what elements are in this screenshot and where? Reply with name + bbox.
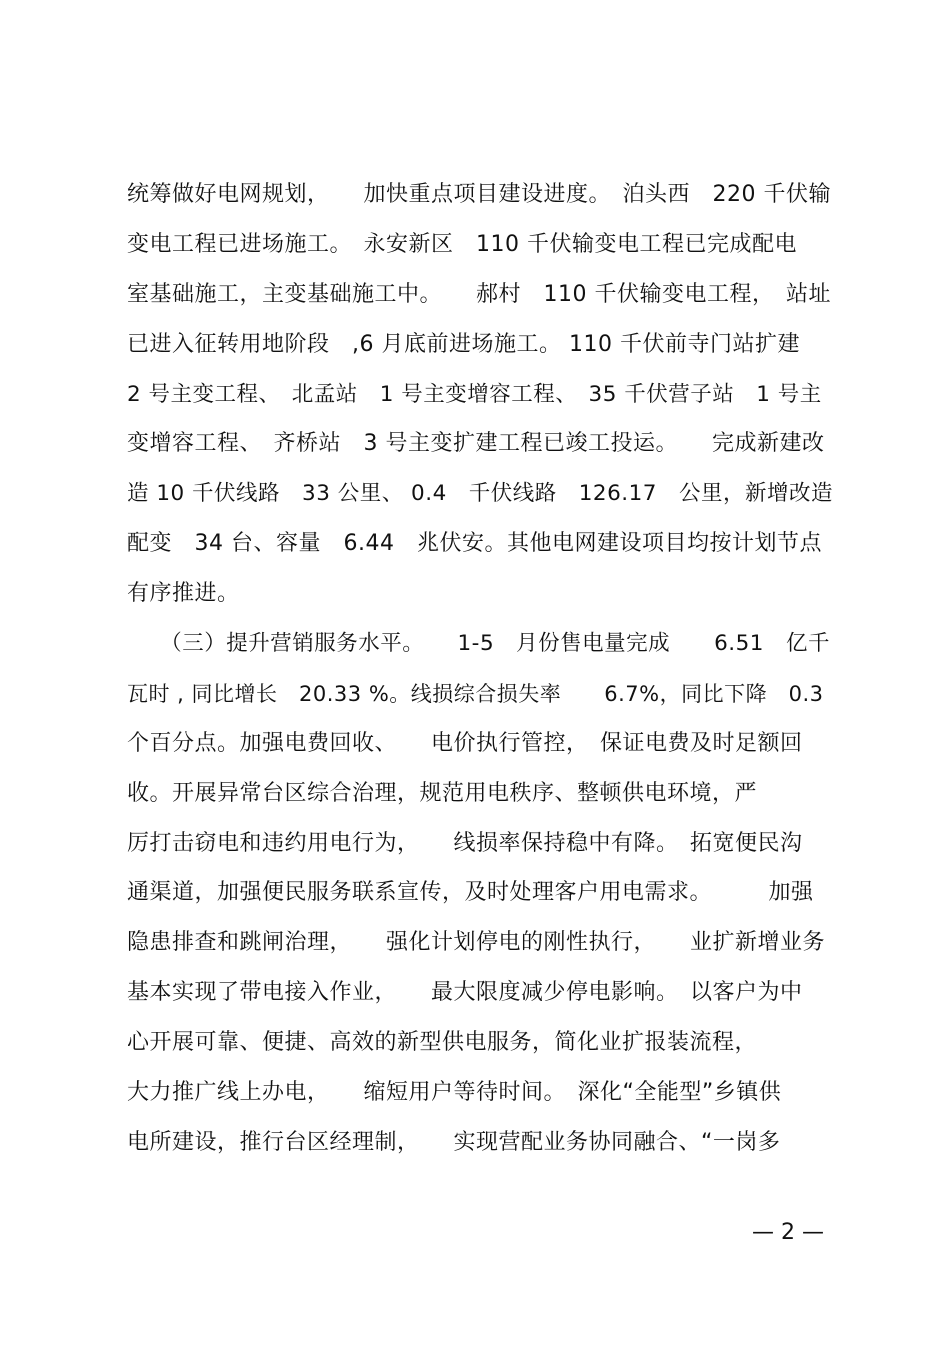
text-line: 个百分点。加强电费回收、 电价执行管控， 保证电费及时足额回 <box>127 731 803 756</box>
text-line: 2 号主变工程、 北孟站 1 号主变增容工程、 35 千伏营子站 1 号主 <box>127 382 822 407</box>
text-line: 收。开展异常台区综合治理，规范用电秩序、整顿供电环境，严 <box>127 781 758 806</box>
text-line: 变增容工程、 齐桥站 3 号主变扩建工程已竣工投运。 完成新建改 <box>127 431 825 456</box>
text-line: 隐患排查和跳闸治理， 强化计划停电的刚性执行， 业扩新增业务 <box>127 930 826 955</box>
text-line: 心开展可靠、便捷、高效的新型供电服务，简化业扩报装流程， <box>127 1030 758 1055</box>
text-line: 室基础施工，主变基础施工中。 郝村 110 千伏输变电工程， 站址 <box>127 282 831 307</box>
text-line: 厉打击窃电和违约用电行为， 线损率保持稳中有降。 拓宽便民沟 <box>127 831 803 856</box>
text-line: 大力推广线上办电， 缩短用户等待时间。 深化“全能型”乡镇供 <box>127 1080 782 1105</box>
text-line: 有序推进。 <box>127 581 240 606</box>
text-line: 瓦时 , 同比增长 20.33 %。线损综合损失率 6.7%，同比下降 0.3 <box>127 682 824 706</box>
text-line: 变电工程已进场施工。 永安新区 110 千伏输变电工程已完成配电 <box>127 232 797 257</box>
text-line: 已进入征转用地阶段 ,6 月底前进场施工。 110 千伏前寺门站扩建 <box>127 332 800 357</box>
text-line: 电所建设，推行台区经理制， 实现营配业务协同融合、“一岗多 <box>127 1130 781 1155</box>
text-line: 通渠道，加强便民服务联系宣传，及时处理客户用电需求。 加强 <box>127 880 814 905</box>
text-line: 基本实现了带电接入作业， 最大限度减少停电影响。 以客户为中 <box>127 980 803 1005</box>
text-line: 统筹做好电网规划， 加快重点项目建设进度。 泊头西 220 千伏输 <box>127 182 831 207</box>
text-line: （三）提升营销服务水平。 1-5 月份售电量完成 6.51 亿千 <box>127 631 830 656</box>
page-number: — 2 — <box>752 1220 824 1245</box>
text-line: 造 10 千伏线路 33 公里、 0.4 千伏线路 126.17 公里，新增改造 <box>127 481 833 506</box>
text-line: 配变 34 台、容量 6.44 兆伏安。其他电网建设项目均按计划节点 <box>127 531 822 556</box>
